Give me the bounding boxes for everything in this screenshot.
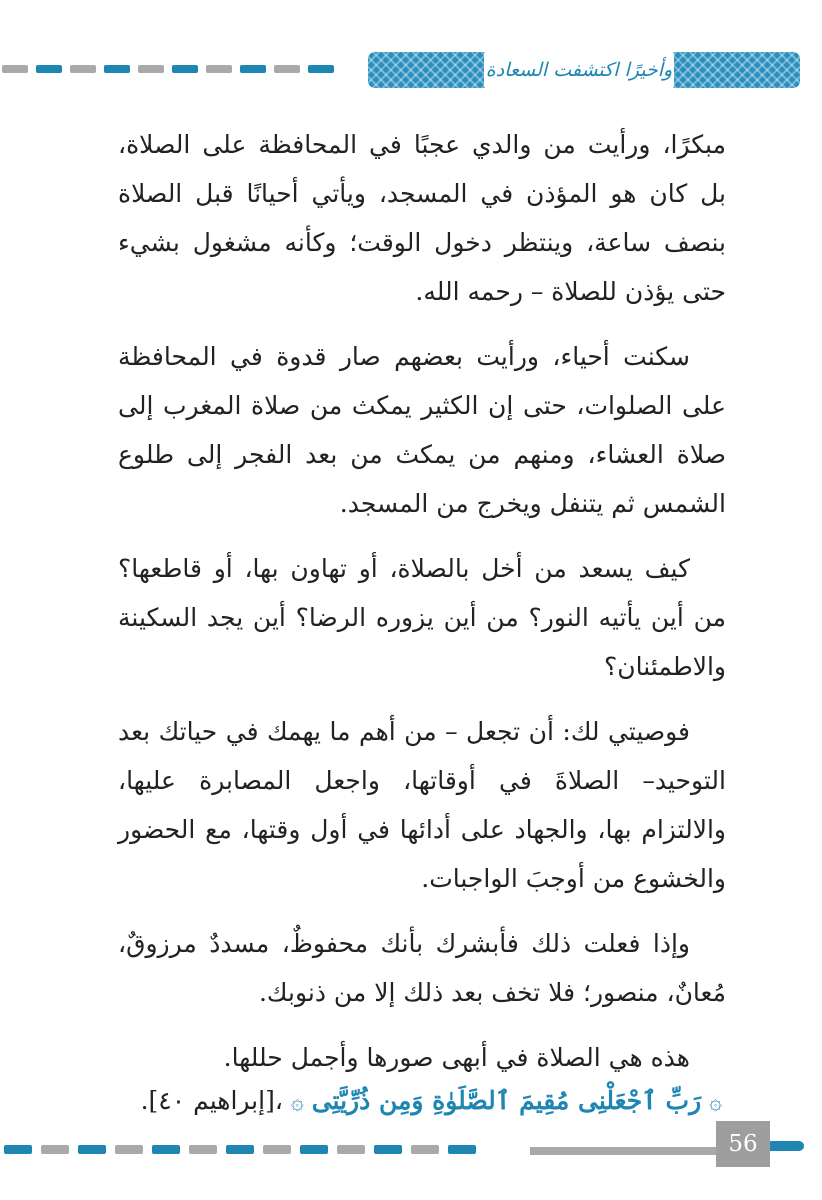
paragraph-6: هذه هي الصلاة في أبهى صورها وأجمل حللها. [223, 1043, 690, 1072]
verse-close-ornament: ۞ [290, 1090, 304, 1115]
header-title-box [484, 49, 674, 91]
header-dash-rule [0, 63, 370, 75]
footer-gray-bar [530, 1147, 720, 1155]
quran-verse [102, 1076, 722, 1128]
footer-blue-end [770, 1141, 804, 1151]
paragraph-1: مبكرًا، ورأيت من والدي عجبًا في المحافظة على الصلاة، بل كان هو المؤذن في المسجد، ويأتي أحيانًا قبل الصلاة بنصف ساعة، وينتظر دخول الوقت؛ وكأنه مشغول بشيء حتى يؤذن للصلاة – رحمه الله. [118, 130, 726, 306]
verse-reference: ،[إبراهيم ٤٠]. [140, 1086, 283, 1115]
verse-open-ornament: ۞ [709, 1090, 722, 1115]
paragraph-4: فوصيتي لك: أن تجعل – من أهم ما يهمك في حياتك بعد التوحيد– الصلاةَ في أوقاتها، واجعل المصابرة عليها، والالتزام بها، والجهاد على أدائها في أول وقتها، مع الحضور والخشوع من أوجبَ الواجبات. [118, 717, 726, 893]
paragraph-5: وإذا فعلت ذلك فأبشرك بأنك محفوظٌ، مسددٌ مرزوقٌ، مُعانٌ، منصور؛ فلا تخف بعد ذلك إلا من ذنوبك. [118, 929, 726, 1007]
verse-text: رَبِّ ٱجْعَلْنِى مُقِيمَ ٱلصَّلَوٰةِ وَمِن ذُرِّيَّتِى [311, 1086, 702, 1115]
page-body [118, 120, 726, 1098]
page-number: 56 [716, 1121, 770, 1167]
paragraph-3: كيف يسعد من أخل بالصلاة، أو تهاون بها، أو قاطعها؟ من أين يأتيه النور؟ من أين يزوره الرضا؟ أين يجد السكينة والاطمئنان؟ [118, 554, 726, 681]
paragraph-2: سكنت أحياء، ورأيت بعضهم صار قدوة في المحافظة على الصلوات، حتى إن الكثير يمكث من صلاة المغرب إلى صلاة العشاء، ومنهم من يمكث من بعد الفجر إلى طلوع الشمس ثم يتنفل ويخرج من المسجد. [118, 342, 726, 518]
book-title: وأخيرًا اكتشفت السعادة [485, 59, 673, 81]
